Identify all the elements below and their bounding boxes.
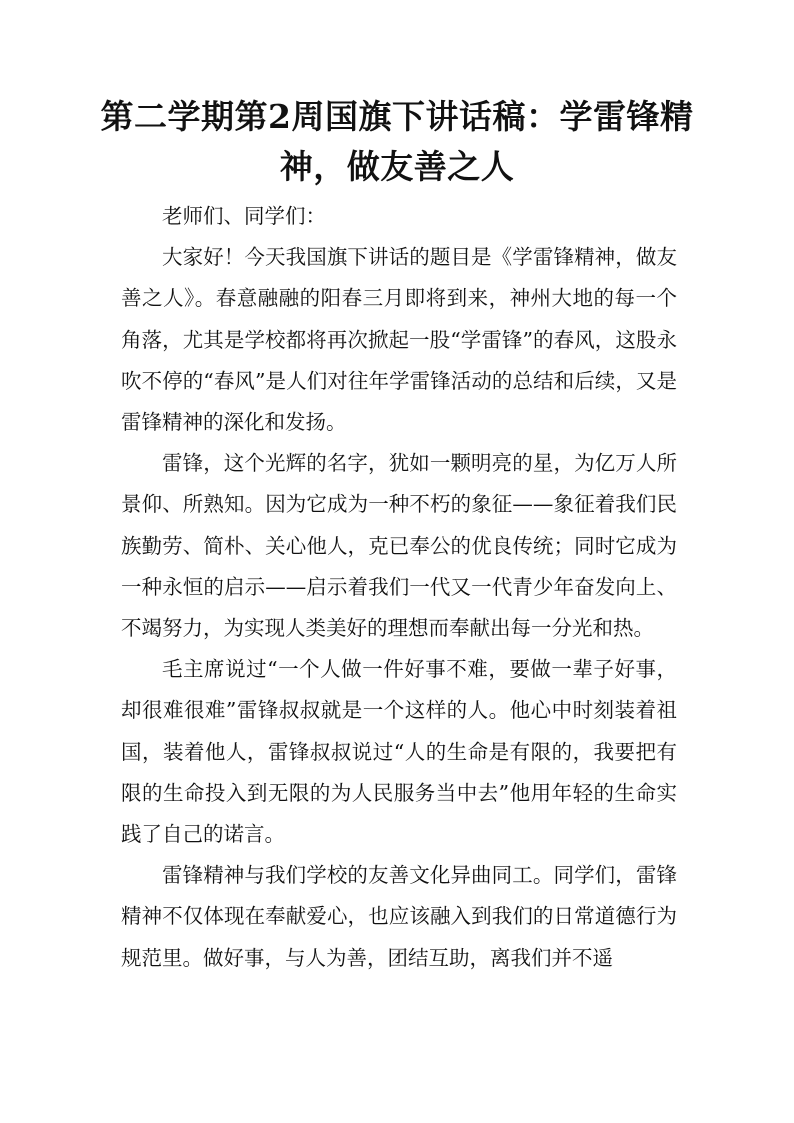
body-paragraph: 雷锋精神与我们学校的友善文化异曲同工。同学们，雷锋精神不仅体现在奉献爱心，也应该融入到我们的日常道德行为规范里。做好事，与人为善，团结互助，离我们并不遥 [121, 863, 677, 970]
document-title: 第二学期第2周国旗下讲话稿：学雷锋精神，做友善之人 [100, 97, 694, 186]
salutation-paragraph: 老师们、同学们： [162, 204, 326, 228]
document-body [121, 196, 677, 979]
body-paragraph: 大家好！今天我国旗下讲话的题目是《学雷锋精神，做友善之人》。春意融融的阳春三月即将到来，神州大地的每一个角落，尤其是学校都将再次掀起一股“学雷锋”的春风，这股永吹不停的“春风”是人们对往年学雷锋活动的总结和后续，又是雷锋精神的深化和发扬。 [121, 245, 677, 435]
body-paragraph: 毛主席说过“一个人做一件好事不难，要做一辈子好事，却很难很难”雷锋叔叔就是一个这样的人。他心中时刻装着祖国，装着他人，雷锋叔叔说过“人的生命是有限的，我要把有限的生命投入到无限的为人民服务当中去”他用年轻的生命实践了自己的诺言。 [121, 657, 677, 847]
body-paragraph: 雷锋，这个光辉的名字，犹如一颗明亮的星，为亿万人所景仰、所熟知。因为它成为一种不朽的象征——象征着我们民族勤劳、简朴、关心他人，克已奉公的优良传统；同时它成为一种永恒的启示——启示着我们一代又一代青少年奋发向上、不竭努力，为实现人类美好的理想而奉献出每一分光和热。 [121, 451, 677, 641]
